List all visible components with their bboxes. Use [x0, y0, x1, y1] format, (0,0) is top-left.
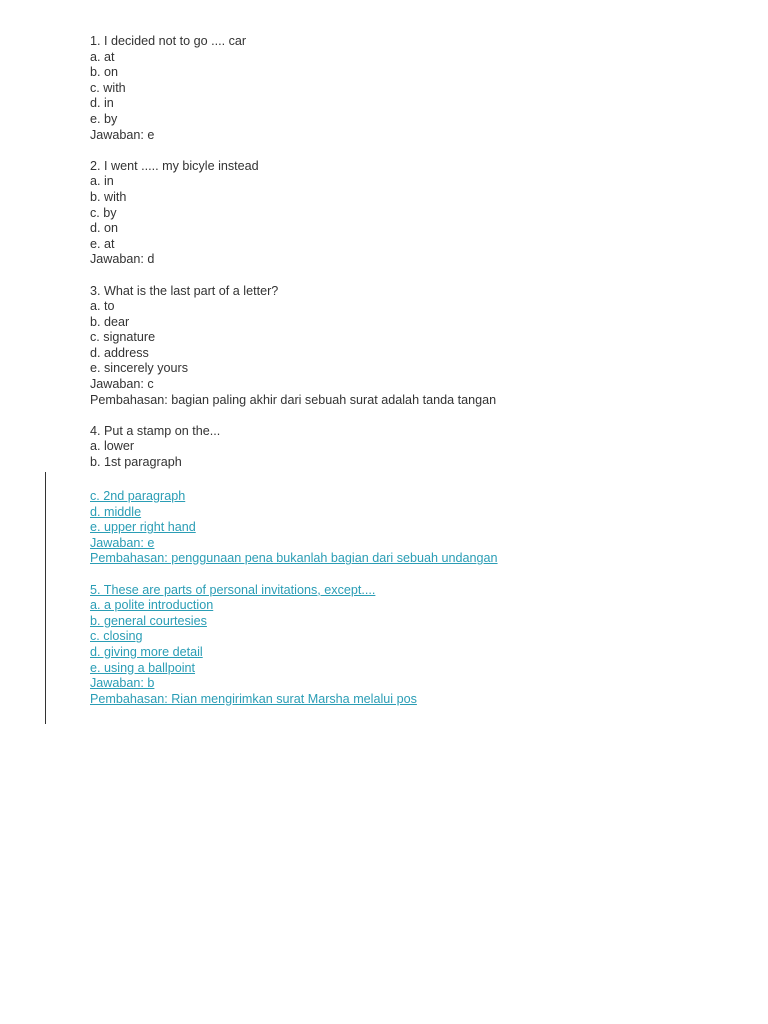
question-5	[90, 583, 730, 708]
option-e: e. by	[90, 111, 118, 126]
spacer	[90, 567, 730, 583]
option-a-link[interactable]: a. a polite introduction	[90, 598, 214, 613]
margin-rule	[45, 472, 46, 724]
question-text-link[interactable]: 5. These are parts of personal invitations, except....	[90, 582, 376, 597]
option-a: a. to	[90, 299, 115, 314]
option-c: c. signature	[90, 330, 156, 345]
option-e: e. sincerely yours	[90, 361, 188, 376]
option-c-link[interactable]: c. 2nd paragraph	[90, 489, 186, 503]
explanation: Pembahasan: bagian paling akhir dari sebuah surat adalah tanda tangan	[90, 392, 497, 407]
option-b: b. dear	[90, 314, 130, 329]
answer: Jawaban: e	[90, 127, 155, 142]
option-b: b. on	[90, 65, 119, 80]
questions-linked-block	[90, 489, 730, 707]
spacer	[90, 268, 730, 284]
option-c-link[interactable]: c. closing	[90, 629, 143, 644]
option-e-link[interactable]: e. upper right hand	[90, 520, 196, 535]
option-e: e. at	[90, 236, 115, 251]
question-2	[90, 159, 730, 268]
option-d: d. in	[90, 96, 114, 111]
question-text: 3. What is the last part of a letter?	[90, 283, 279, 298]
option-c: c. by	[90, 205, 117, 220]
option-b-link[interactable]: b. general courtesies	[90, 613, 207, 628]
option-d: d. address	[90, 345, 149, 360]
option-d-link[interactable]: d. giving more detail	[90, 644, 203, 659]
option-e-link[interactable]: e. using a ballpoint	[90, 660, 196, 675]
question-4	[90, 424, 730, 471]
question-text: 4. Put a stamp on the...	[90, 423, 221, 438]
option-d: d. on	[90, 221, 119, 236]
explanation-link[interactable]: Pembahasan: penggunaan pena bukanlah bagian dari sebuah undangan	[90, 551, 498, 566]
questions-plain-block	[90, 34, 730, 471]
answer-link[interactable]: Jawaban: b	[90, 676, 155, 691]
option-a: a. at	[90, 49, 115, 64]
option-a: a. in	[90, 174, 114, 189]
explanation-link[interactable]: Pembahasan: Rian mengirimkan surat Marsha melalui pos	[90, 691, 417, 706]
question-text: 2. I went ..... my bicyle instead	[90, 158, 259, 173]
option-a: a. lower	[90, 439, 135, 454]
question-text: 1. I decided not to go .... car	[90, 34, 247, 48]
question-1	[90, 34, 730, 143]
option-b: b. with	[90, 189, 127, 204]
answer: Jawaban: c	[90, 377, 154, 392]
answer-link[interactable]: Jawaban: e	[90, 535, 155, 550]
question-4-continued	[90, 489, 730, 567]
option-b: b. 1st paragraph	[90, 455, 182, 470]
option-c: c. with	[90, 80, 126, 95]
answer: Jawaban: d	[90, 252, 155, 267]
spacer	[90, 408, 730, 424]
question-3	[90, 284, 730, 409]
option-d-link[interactable]: d. middle	[90, 504, 142, 519]
spacer	[90, 143, 730, 159]
